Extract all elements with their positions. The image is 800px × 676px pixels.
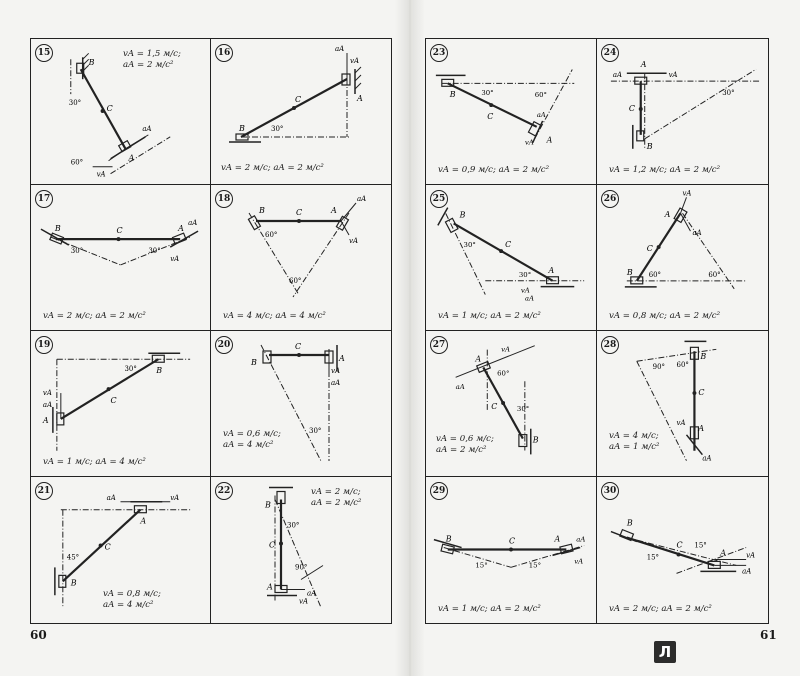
condition-line: vA = 2 м/с; aA = 2 м/с² [609,604,712,614]
angle-label: 15° [646,553,660,562]
point-a-label: A [339,354,345,363]
problem-condition [609,165,720,176]
point-a-label: A [42,415,49,425]
angle-label: 90° [652,363,665,372]
point-c-label: C [628,104,635,114]
problem-grid-left [30,38,392,624]
angle-label: 30° [271,125,284,133]
point-a-label: A [664,210,671,220]
velocity-label: vA [574,557,584,566]
condition-line: vA = 0,6 м/с; [223,429,281,439]
problem-27 [426,331,597,477]
problem-number: 23 [430,44,448,62]
angle-label: 60° [534,91,547,100]
problem-number: 15 [35,44,53,62]
condition-line: vA = 0,8 м/с; aA = 2 м/с² [609,311,721,321]
condition-line: vA = 1 м/с; aA = 4 м/с² [43,457,146,467]
point-b-label: B [626,518,633,528]
point-b-label: B [700,352,707,362]
condition-line: vA = 0,8 м/с; [103,589,161,599]
condition-line: vA = 2 м/с; aA = 2 м/с² [43,311,146,321]
condition-line: vA = 4 м/с; aA = 4 м/с² [223,311,326,321]
angle-label: 60° [708,270,721,279]
problem-number: 26 [601,190,619,208]
problem-29 [426,477,597,623]
velocity-label: vA [349,237,359,245]
mechanism-diagram-29 [426,477,596,623]
problem-condition [438,604,541,615]
point-b-label: B [265,500,271,510]
problem-condition [609,604,712,615]
point-a-label: A [720,548,727,558]
point-a-label: A [128,153,135,163]
angle-label: 15° [475,561,488,570]
velocity-label: vA [331,367,341,375]
problem-condition [223,429,281,451]
condition-line: vA = 1 м/с; aA = 2 м/с² [438,604,541,614]
condition-line: vA = 2 м/с; aA = 2 м/с² [221,163,324,173]
condition-line: vA = 0,9 м/с; aA = 2 м/с² [438,165,550,175]
point-a-label: A [548,265,555,275]
accel-label: aA [576,535,586,544]
problem-16 [211,39,391,185]
velocity-label: vA [299,597,309,606]
point-b-label: B [239,124,245,133]
problem-condition [103,589,161,611]
point-c-label: C [295,95,302,104]
problem-number: 18 [215,190,233,208]
problem-condition [609,311,720,322]
angle-label: 30° [463,241,476,250]
problem-number: 16 [215,44,233,62]
problem-number: 25 [430,190,448,208]
velocity-label: vA [501,345,511,354]
angle-label: 60° [648,270,661,279]
point-c-label: C [505,240,512,250]
angle-label: 30° [722,89,735,98]
condition-line: aA = 1 м/с² [609,442,660,452]
mechanism-diagram-24 [597,39,768,184]
problem-25 [426,185,597,331]
accel-label: aA [455,383,465,392]
mechanism-diagram-17 [31,185,210,330]
problem-number: 21 [35,482,53,500]
condition-line: vA = 1 м/с; aA = 2 м/с² [438,311,541,321]
right-page [425,38,769,624]
angle-label: 30° [148,247,161,256]
problem-condition [223,311,326,322]
velocity-label: vA [682,189,692,198]
problem-18 [211,185,391,331]
velocity-label: vA [668,71,678,80]
point-b-label: B [251,358,257,367]
problem-15 [31,39,211,185]
condition-line: vA = 2 м/с; [311,487,361,497]
problem-condition [609,431,659,453]
problem-number: 27 [430,336,448,354]
accel-label: aA [692,229,702,238]
velocity-label: vA [170,493,180,502]
accel-label: aA [742,567,752,576]
problem-condition [221,163,324,174]
mechanism-diagram-22 [211,477,391,623]
point-b-label: B [459,210,466,220]
accel-label: aA [536,110,546,119]
angle-label: 30° [287,521,300,530]
point-a-label: A [554,534,561,544]
point-a-label: A [140,516,147,526]
point-c-label: C [106,104,113,114]
accel-label: aA [357,195,367,203]
problem-number: 20 [215,336,233,354]
accel-label: aA [335,45,345,53]
point-a-label: A [546,135,553,145]
mechanism-diagram-25 [426,185,596,330]
mechanism-diagram-19 [31,331,210,476]
point-a-label: A [698,423,705,433]
angle-label: 60° [289,277,302,285]
angle-label: 60° [497,369,510,378]
condition-line: vA = 0,6 м/с; [436,434,494,444]
point-c-label: C [116,226,123,236]
velocity-label: vA [96,170,106,179]
point-b-label: B [259,206,265,215]
point-b-label: B [54,224,61,234]
point-a-label: A [640,60,647,70]
problem-30 [597,477,768,623]
mechanism-diagram-26 [597,185,768,330]
mechanism-diagram-15 [31,39,210,184]
condition-line: vA = 1,5 м/с; [123,49,181,59]
angle-label: 15° [694,541,707,550]
problem-condition [438,165,549,176]
point-c-label: C [698,388,705,398]
book-spine [395,0,425,676]
point-b-label: B [70,578,77,588]
problem-19 [31,331,211,477]
point-c-label: C [269,540,276,550]
accel-label: aA [188,219,198,228]
problem-grid-right [425,38,769,624]
mechanism-diagram-30 [597,477,768,623]
angle-label: 60° [676,361,689,370]
problem-24 [597,39,768,185]
problem-condition [43,457,146,468]
velocity-label: vA [42,389,52,398]
angle-label: 15° [528,561,542,570]
problem-number: 24 [601,44,619,62]
point-c-label: C [296,208,303,217]
velocity-label: vA [676,418,686,427]
point-c-label: C [110,396,117,406]
mechanism-diagram-28 [597,331,768,476]
problem-22 [211,477,391,623]
problem-number: 28 [601,336,619,354]
accel-label: aA [524,294,534,303]
accel-label: aA [142,124,152,133]
problem-condition [43,311,146,322]
accel-label: aA [307,589,317,598]
velocity-label: vA [350,57,360,65]
accel-label: aA [612,71,623,80]
mechanism-diagram-18 [211,185,391,330]
accel-label: aA [42,400,53,409]
problem-condition [436,434,494,456]
problem-number: 22 [215,482,233,500]
angle-label: 90° [295,563,308,572]
point-b-label: B [449,90,456,100]
condition-line: aA = 2 м/с² [311,498,362,508]
condition-line: aA = 2 м/с² [436,445,487,455]
accel-label: aA [702,454,712,463]
point-b-label: B [88,58,95,68]
angle-label: 30° [124,365,137,374]
condition-line: vA = 1,2 м/с; aA = 2 м/с² [609,165,721,175]
point-b-label: B [626,267,633,277]
mechanism-diagram-23 [426,39,596,184]
problem-condition [311,487,361,509]
point-c-label: C [509,536,516,546]
angle-label: 30° [518,270,532,279]
point-c-label: C [646,244,653,254]
problem-28 [597,331,768,477]
point-a-label: A [475,354,482,364]
publisher-logo: Л [654,641,676,663]
problem-17 [31,185,211,331]
point-b-label: B [445,534,452,544]
problem-23 [426,39,597,185]
problem-condition [123,49,181,71]
problem-number: 30 [601,482,619,500]
velocity-label: vA [746,551,756,560]
accel-label: aA [331,379,341,387]
point-b-label: B [156,366,163,376]
left-page [30,38,392,624]
angle-label: 60° [265,231,278,239]
velocity-label: vA [170,254,180,263]
point-c-label: C [487,111,494,121]
point-a-label: A [331,206,337,215]
condition-line: aA = 2 м/с² [123,60,174,70]
point-c-label: C [676,540,683,550]
problem-condition [438,311,541,322]
velocity-label: vA [524,138,534,147]
page-number-left: 60 [30,628,47,642]
point-a-label: A [267,582,273,592]
condition-line: aA = 4 м/с² [223,440,274,450]
problem-20 [211,331,391,477]
angle-label: 30° [70,247,84,256]
condition-line: vA = 4 м/с; [609,431,659,441]
point-a-label: A [357,94,363,103]
angle-label: 30° [309,427,322,435]
velocity-label: vA [520,286,530,295]
angle-label: 30° [516,404,530,413]
angle-label: 45° [66,553,80,562]
problem-number: 29 [430,482,448,500]
mechanism-diagram-20 [211,331,391,476]
point-c-label: C [104,542,111,552]
problem-number: 17 [35,190,53,208]
point-b-label: B [646,141,653,151]
angle-label: 60° [70,158,84,167]
page-number-right: 61 [760,628,777,642]
point-b-label: B [532,435,539,445]
problem-number: 19 [35,336,53,354]
condition-line: aA = 4 м/с² [103,600,154,610]
point-c-label: C [491,401,498,411]
point-c-label: C [295,342,302,351]
problem-21 [31,477,211,623]
problem-26 [597,185,768,331]
point-a-label: A [178,224,184,234]
angle-label: 30° [481,89,494,98]
accel-label: aA [106,493,116,502]
angle-label: 30° [68,99,82,108]
